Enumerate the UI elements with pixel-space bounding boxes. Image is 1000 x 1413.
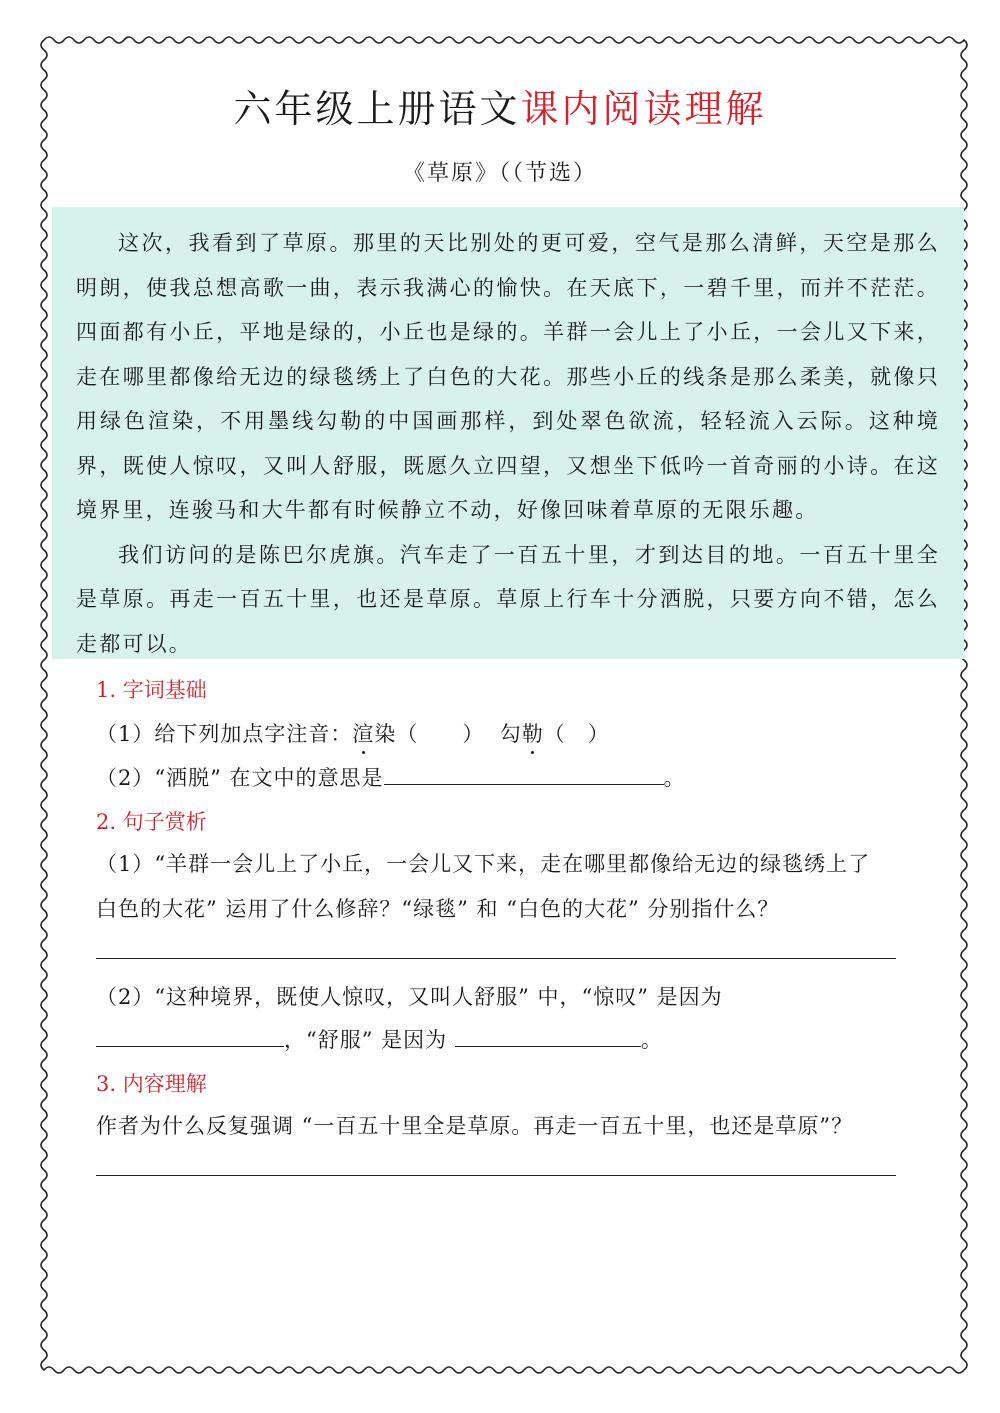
section-heading-content: 3. 内容理解 xyxy=(96,1072,207,1096)
passage-paragraph-1: 这次，我看到了草原。那里的天比别处的更可爱，空气是那么清鲜，天空是那么明朗，使我总想高歌一曲，表示我满心的愉快。在天底下，一碧千里，而并不茫茫。四面都有小丘，平地是绿的，小丘也是绿的。羊群一会儿上了小丘，一会儿又下来，走在哪里都像给无边的绿毯绣上了白色的大花。那些小丘的线条是那么柔美，就像只用绿色渲染，不用墨线勾勒的中国画那样，到处翠色欲流，轻轻流入云际。这种境界，既使人惊叹，又叫人舒服，既愿久立四望，又想坐下低吟一首奇丽的小诗。在这境界里，连骏马和大牛都有时候静立不动，好像回味着草原的无限乐趣。 xyxy=(76,231,940,522)
answer-blank-shufu[interactable] xyxy=(455,1028,641,1047)
title-part-reading: 课内阅读理解 xyxy=(520,87,767,131)
dotted-char-xuan: 渲 xyxy=(352,718,374,748)
page-title xyxy=(0,78,1000,133)
question-2-2-line1: （2）“这种境界，既使人惊叹，又叫人舒服” 中，“惊叹” 是因为 xyxy=(96,985,723,1009)
question-1-2-prompt: （2）“洒脱” 在文中的意思是 xyxy=(96,766,384,790)
dotted-char-le: 勒 xyxy=(522,718,544,748)
section-heading-vocab: 1. 字词基础 xyxy=(96,678,207,702)
title-part-grade: 六年级上册语文 xyxy=(233,87,521,131)
question-2-1-line2: 白色的大花” 运用了什么修辞？“绿毯” 和 “白色的大花” 分别指什么？ xyxy=(96,897,780,921)
answer-line-2-1[interactable] xyxy=(96,958,896,959)
question-2-2-end: 。 xyxy=(640,1028,663,1052)
word-goule-first: 勾 xyxy=(499,722,522,746)
question-2-1-line1: （1）“羊群一会儿上了小丘，一会儿又下来，走在哪里都像给无边的绿毯绣上了 xyxy=(96,852,871,876)
word-goule-blank: （ ） xyxy=(543,722,610,746)
question-1-2 xyxy=(96,762,686,792)
passage-subtitle: 《草原》（（节选） xyxy=(402,161,597,186)
question-1-1-prompt: （1）给下列加点字注音： xyxy=(96,722,353,746)
word-xuanran-rest: 染（ ） xyxy=(374,722,485,746)
passage-paragraph-2: 我们访问的是陈巴尔虎旗。汽车走了一百五十里，才到达目的地。一百五十里全是草原。再走一百五十里，也还是草原。草原上行车十分洒脱，只要方向不错，怎么走都可以。 xyxy=(76,542,940,656)
answer-blank-sato[interactable] xyxy=(384,766,664,785)
question-2-2-line2 xyxy=(96,1024,663,1054)
answer-line-3[interactable] xyxy=(96,1175,896,1176)
answer-blank-jingtan[interactable] xyxy=(96,1028,284,1047)
reading-passage xyxy=(52,207,964,659)
question-2-2-mid: ，“舒服” 是因为 xyxy=(284,1028,448,1052)
section-heading-sentence: 2. 句子赏析 xyxy=(96,810,207,834)
question-3: 作者为什么反复强调 “一百五十里全是草原。再走一百五十里，也还是草原”？ xyxy=(96,1114,854,1138)
question-1-1 xyxy=(96,718,610,748)
question-1-2-end: 。 xyxy=(663,766,686,790)
